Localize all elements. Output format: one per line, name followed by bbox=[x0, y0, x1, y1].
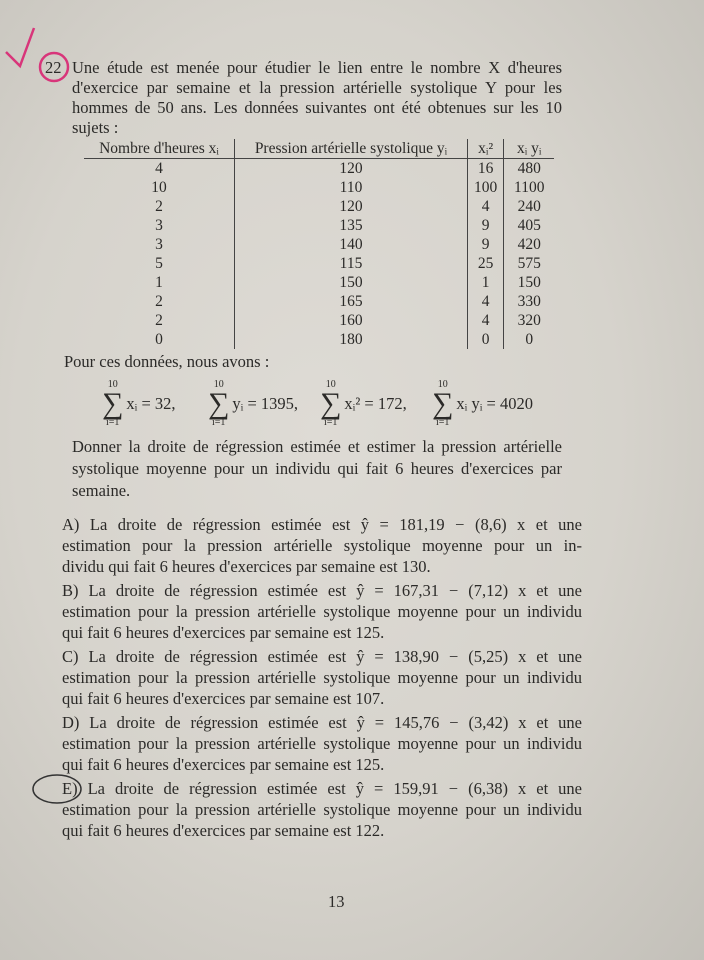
sum-expression bbox=[208, 380, 298, 428]
option-line: qui fait 6 heures d'exercices par semaine est 125. bbox=[62, 623, 385, 642]
table-row bbox=[84, 311, 554, 330]
sum-lower: i=1 bbox=[323, 417, 338, 428]
sum-lower: i=1 bbox=[105, 417, 120, 428]
sum-symbol: ∑ bbox=[432, 387, 454, 420]
option-line: estimation pour la pression artérielle systolique moyenne pour un individu bbox=[62, 734, 582, 753]
table-row bbox=[84, 159, 554, 179]
table-cell: 110 bbox=[235, 178, 468, 197]
intro-line: sujets : bbox=[72, 118, 119, 137]
option-line: A) La droite de régression estimée est ŷ = 181,19 − (8,6) x et une bbox=[62, 515, 582, 534]
table-cell: 0 bbox=[155, 331, 163, 348]
option-line: qui fait 6 heures d'exercices par semaine est 122. bbox=[62, 821, 385, 840]
table-cell: 115 bbox=[235, 254, 468, 273]
table-row bbox=[84, 292, 554, 311]
sum-value: yᵢ = 1395, bbox=[232, 394, 299, 413]
header-x-squared: xᵢ² bbox=[468, 139, 504, 159]
table-cell: 2 bbox=[155, 198, 163, 215]
table-cell: 240 bbox=[517, 198, 541, 215]
sum-symbol: ∑ bbox=[320, 387, 342, 420]
table-row bbox=[84, 216, 554, 235]
option-line: C) La droite de régression estimée est ŷ = 138,90 − (5,25) x et une bbox=[62, 647, 582, 666]
table-cell: 150 bbox=[235, 273, 468, 292]
table-cell: 480 bbox=[517, 160, 541, 177]
sum-value: xᵢ = 32, bbox=[126, 394, 176, 413]
table-cell: 0 bbox=[468, 330, 504, 349]
sum-expression bbox=[320, 380, 407, 428]
table-row bbox=[84, 273, 554, 292]
table-cell: 160 bbox=[235, 311, 468, 330]
table-cell: 9 bbox=[468, 235, 504, 254]
sum-value: xᵢ yᵢ = 4020 bbox=[456, 394, 533, 413]
table-cell: 150 bbox=[517, 274, 541, 291]
question-number: 22 bbox=[45, 58, 62, 77]
table-cell: 100 bbox=[468, 178, 504, 197]
option-line: dividu qui fait 6 heures d'exercices par semaine est 130. bbox=[62, 557, 431, 576]
option-line: estimation pour la pression artérielle systolique moyenne pour un in- bbox=[62, 536, 582, 555]
table-cell: 2 bbox=[155, 293, 163, 310]
header-xy: xᵢ yᵢ bbox=[504, 139, 555, 159]
table-cell: 1 bbox=[155, 274, 163, 291]
sigma-icon bbox=[102, 380, 123, 428]
table-cell: 16 bbox=[468, 159, 504, 179]
intro-line: d'exercice par semaine et la pression artérielle systolique Y pour les bbox=[72, 78, 562, 97]
option-line: estimation pour la pression artérielle systolique moyenne pour un individu bbox=[62, 668, 582, 687]
option-line: qui fait 6 heures d'exercices par semaine est 125. bbox=[62, 755, 385, 774]
page-number: 13 bbox=[328, 892, 345, 911]
table-cell: 575 bbox=[517, 255, 541, 272]
table-cell: 5 bbox=[155, 255, 163, 272]
table-cell: 3 bbox=[155, 217, 163, 234]
data-table bbox=[84, 139, 554, 349]
option-line: qui fait 6 heures d'exercices par semaine est 107. bbox=[62, 689, 385, 708]
sum-lower: i=1 bbox=[211, 417, 226, 428]
option-line: estimation pour la pression artérielle systolique moyenne pour un individu bbox=[62, 602, 582, 621]
sum-upper: 10 bbox=[107, 379, 118, 390]
table-cell: 4 bbox=[468, 311, 504, 330]
header-pressure: Pression artérielle systolique yᵢ bbox=[235, 139, 468, 159]
prompt-line: semaine. bbox=[72, 481, 131, 500]
table-cell: 330 bbox=[517, 293, 541, 310]
table-cell: 140 bbox=[235, 235, 468, 254]
table-header-row bbox=[84, 139, 554, 159]
option-line: B) La droite de régression estimée est ŷ = 167,31 − (7,12) x et une bbox=[62, 581, 582, 600]
intro-line: Une étude est menée pour étudier le lien entre le nombre X d'heures bbox=[72, 58, 562, 77]
sum-lower: i=1 bbox=[435, 417, 450, 428]
intro-line: hommes de 50 ans. Les données suivantes ont été obtenues sur les 10 bbox=[72, 98, 562, 117]
table-cell: 165 bbox=[235, 292, 468, 311]
sum-symbol: ∑ bbox=[102, 387, 124, 420]
table-cell: 10 bbox=[151, 179, 167, 196]
table-cell: 1 bbox=[468, 273, 504, 292]
table-cell: 9 bbox=[468, 216, 504, 235]
table-cell: 0 bbox=[525, 331, 534, 348]
table-cell: 420 bbox=[517, 236, 541, 253]
sum-upper: 10 bbox=[213, 379, 224, 390]
prompt-line: systolique moyenne pour un individu qui fait 6 heures d'exercices par bbox=[72, 459, 562, 478]
option-line: E) La droite de régression estimée est ŷ = 159,91 − (6,38) x et une bbox=[62, 779, 582, 798]
table-row bbox=[84, 178, 554, 197]
sigma-icon bbox=[320, 380, 341, 428]
table-cell: 135 bbox=[235, 216, 468, 235]
sum-expression bbox=[432, 380, 533, 428]
sigma-icon bbox=[432, 380, 453, 428]
table-cell: 4 bbox=[468, 292, 504, 311]
table-cell: 3 bbox=[155, 236, 163, 253]
table-cell: 180 bbox=[235, 330, 468, 349]
table-row bbox=[84, 330, 554, 349]
option-line: estimation pour la pression artérielle systolique moyenne pour un individu bbox=[62, 800, 582, 819]
table-cell: 320 bbox=[517, 312, 541, 329]
table-cell: 1100 bbox=[514, 179, 545, 196]
table-cell: 2 bbox=[155, 312, 163, 329]
sum-upper: 10 bbox=[325, 379, 336, 390]
table-cell: 25 bbox=[468, 254, 504, 273]
sums-intro: Pour ces données, nous avons : bbox=[64, 352, 270, 371]
sigma-icon bbox=[208, 380, 229, 428]
table-cell: 120 bbox=[235, 159, 468, 179]
prompt-line: Donner la droite de régression estimée et estimer la pression artérielle bbox=[72, 437, 562, 456]
check-mark-icon bbox=[6, 28, 34, 66]
table-cell: 4 bbox=[155, 160, 163, 177]
table-cell: 120 bbox=[235, 197, 468, 216]
option-line: D) La droite de régression estimée est ŷ = 145,76 − (3,42) x et une bbox=[62, 713, 582, 732]
sum-expression bbox=[102, 380, 176, 428]
sum-upper: 10 bbox=[437, 379, 448, 390]
table-cell: 405 bbox=[517, 217, 541, 234]
table-row bbox=[84, 254, 554, 273]
table-row bbox=[84, 197, 554, 216]
table-row bbox=[84, 235, 554, 254]
sum-value: xᵢ² = 172, bbox=[344, 394, 407, 413]
sum-symbol: ∑ bbox=[208, 387, 230, 420]
header-hours: Nombre d'heures xᵢ bbox=[84, 139, 235, 159]
table-cell: 4 bbox=[468, 197, 504, 216]
